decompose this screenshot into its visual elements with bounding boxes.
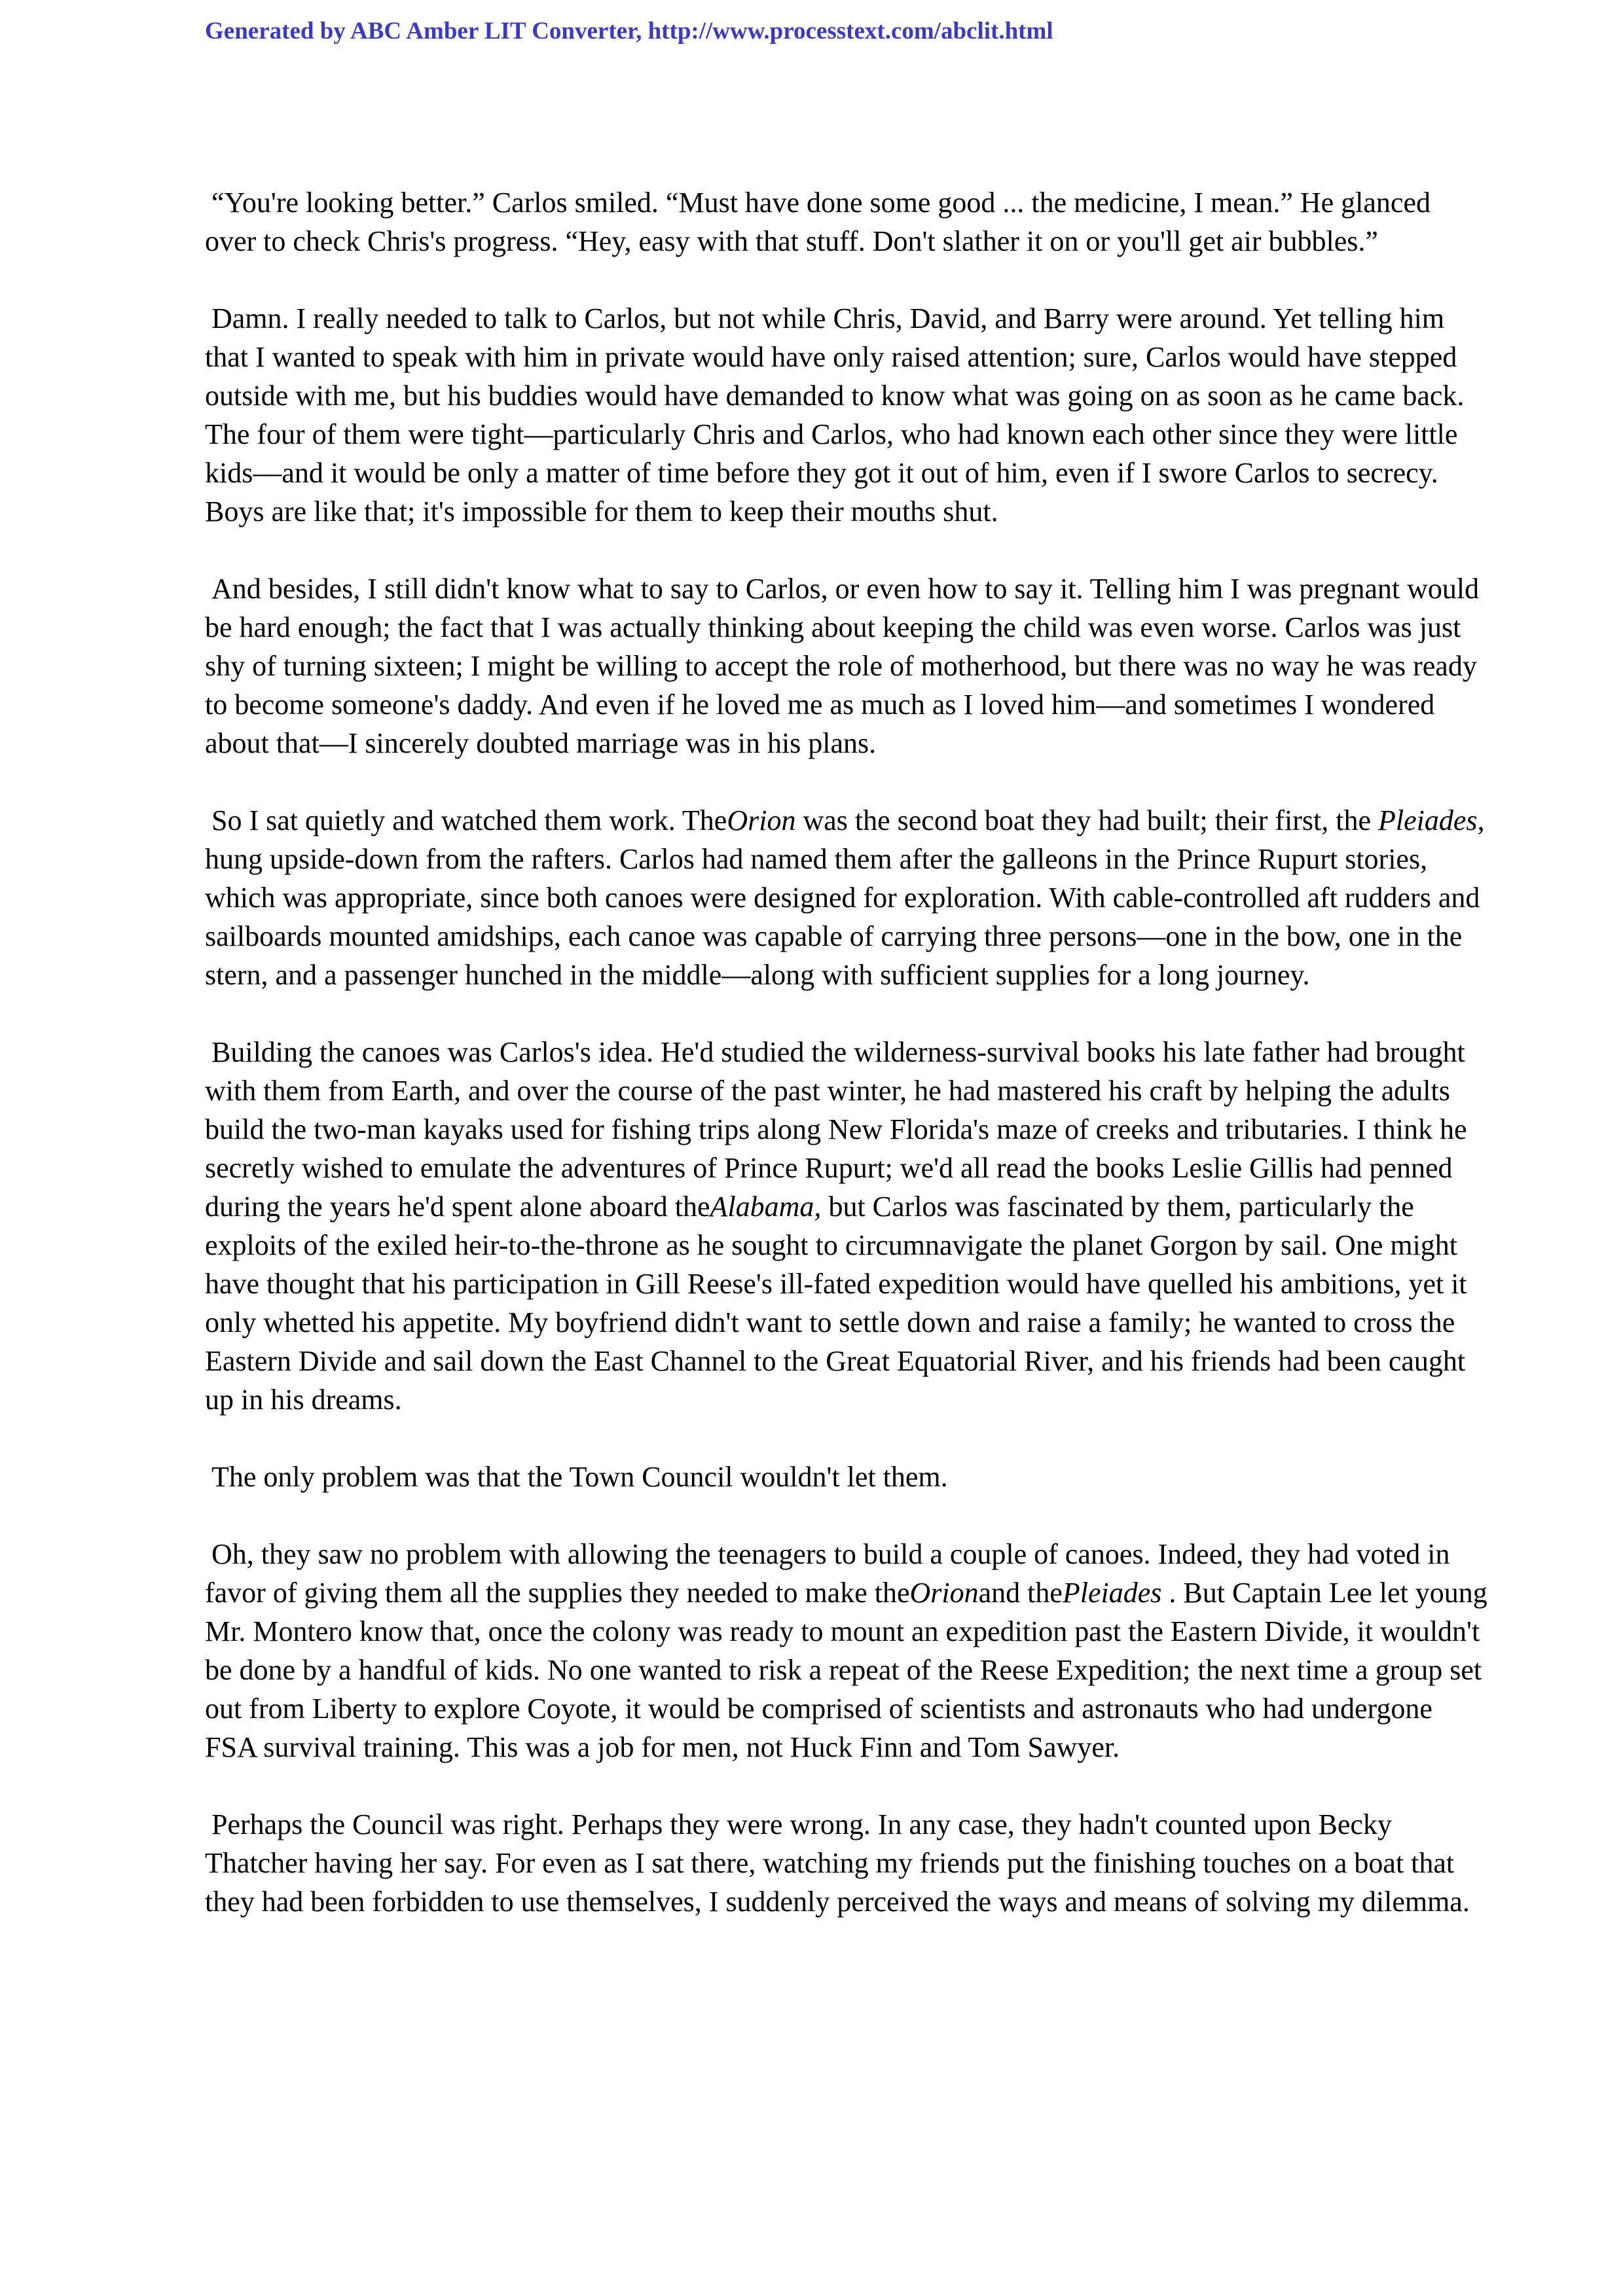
paragraph xyxy=(205,299,1488,531)
text-segment: . But Captain Lee let young Mr. Montero know that, once the colony was ready to mount an expedition past the Eastern Divide, it wouldn't be done by a handful of kids. No one wanted to risk a repeat of the Reese Expedition; the next time a group set out from Liberty to explore Coyote, it would be comprised of scientists and astronauts who had undergone FSA survival training. This was a job for men, not Huck Finn and Tom Sawyer. xyxy=(205,1577,1487,1763)
ship-name: Pleiades xyxy=(1062,1577,1162,1609)
paragraph xyxy=(205,1805,1488,1921)
text-segment: Damn. I really needed to talk to Carlos, but not while Chris, David, and Barry were around. Yet telling him that I wanted to speak with him in private would have only raised attention; sure, Carlos would have stepped outside with me, but his buddies would have demanded to know what was going on as soon as he came back. The four of them were tight—particularly Chris and Carlos, who had known each other since they were little kids—and it would be only a matter of time before they got it out of him, even if I swore Carlos to secrecy. Boys are like that; it's impossible for them to keep their mouths shut. xyxy=(205,302,1465,528)
converter-header: Generated by ABC Amber LIT Converter, http://www.processtext.com/abclit.html xyxy=(205,18,1053,45)
text-segment: Building the canoes was Carlos's idea. He'd studied the wilderness-survival books his late father had brought with them from Earth, and over the course of the past winter, he had mastered his craft by helping the adults build the two-man kayaks used for fishing trips along New Florida's maze of creeks and tributaries. I think he secretly wished to emulate the adventures of Prince Rupurt; we'd all read the books Leslie Gillis had penned during the years he'd spent alone aboard the xyxy=(205,1036,1467,1223)
paragraph xyxy=(205,1458,1488,1496)
text-segment: hung upside-down from the rafters. Carlos had named them after the galleons in the Prince Rupurt stories, which was appropriate, since both canoes were designed for exploration. With cable-controlled aft rudders and sailboards mounted amidships, each canoe was capable of carrying three persons—one in the bow, one in the stern, and a passenger hunched in the middle—along with sufficient supplies for a long journey. xyxy=(205,843,1480,991)
ship-name: Alabama, xyxy=(710,1191,822,1223)
paragraph xyxy=(205,1033,1488,1419)
ship-name: Orion xyxy=(727,804,796,836)
ship-name: Pleiades, xyxy=(1378,804,1485,836)
text-segment: So I sat quietly and watched them work. The xyxy=(211,804,727,836)
paragraph xyxy=(205,801,1488,994)
document-body xyxy=(205,183,1488,1921)
paragraph xyxy=(205,569,1488,762)
text-segment: Perhaps the Council was right. Perhaps they were wrong. In any case, they hadn't counted upon Becky Thatcher having her say. For even as I sat there, watching my friends put the finishing touches on a boat that they had been forbidden to use themselves, I suddenly perceived the ways and means of solving my dilemma. xyxy=(205,1808,1470,1918)
text-segment: and the xyxy=(978,1577,1063,1609)
ship-name: Orion xyxy=(909,1577,979,1609)
text-segment: The only problem was that the Town Council wouldn't let them. xyxy=(211,1461,948,1493)
text-segment: but Carlos was fascinated by them, particularly the exploits of the exiled heir-to-the-throne as he sought to circumnavigate the planet Gorgon by sail. One might have thought that his participation in Gill Reese's ill-fated expedition would have quelled his ambitions, yet it only whetted his appetite. My boyfriend didn't want to settle down and raise a family; he wanted to cross the Eastern Divide and sail down the East Channel to the Great Equatorial River, and his friends had been caught up in his dreams. xyxy=(205,1191,1467,1416)
text-segment: was the second boat they had built; their first, the xyxy=(795,804,1379,836)
text-segment: And besides, I still didn't know what to say to Carlos, or even how to say it. Telling him I was pregnant would be hard enough; the fact that I was actually thinking about keeping the child was even worse. Carlos was just shy of turning sixteen; I might be willing to accept the role of motherhood, but there was no way he was ready to become someone's daddy. And even if he loved me as much as I loved him—and sometimes I wondered about that—I sincerely doubted marriage was in his plans. xyxy=(205,573,1480,759)
paragraph xyxy=(205,1535,1488,1767)
text-segment: Oh, they saw no problem with allowing the teenagers to build a couple of canoes. Indeed, they had voted in favor of giving them all the supplies they needed to make the xyxy=(205,1538,1450,1609)
text-segment: “You're looking better.” Carlos smiled. “Must have done some good ... the medicine, I mean.” He glanced over to check Chris's progress. “Hey, easy with that stuff. Don't slather it on or you'll get air bubbles.” xyxy=(205,187,1431,257)
paragraph xyxy=(205,183,1488,260)
